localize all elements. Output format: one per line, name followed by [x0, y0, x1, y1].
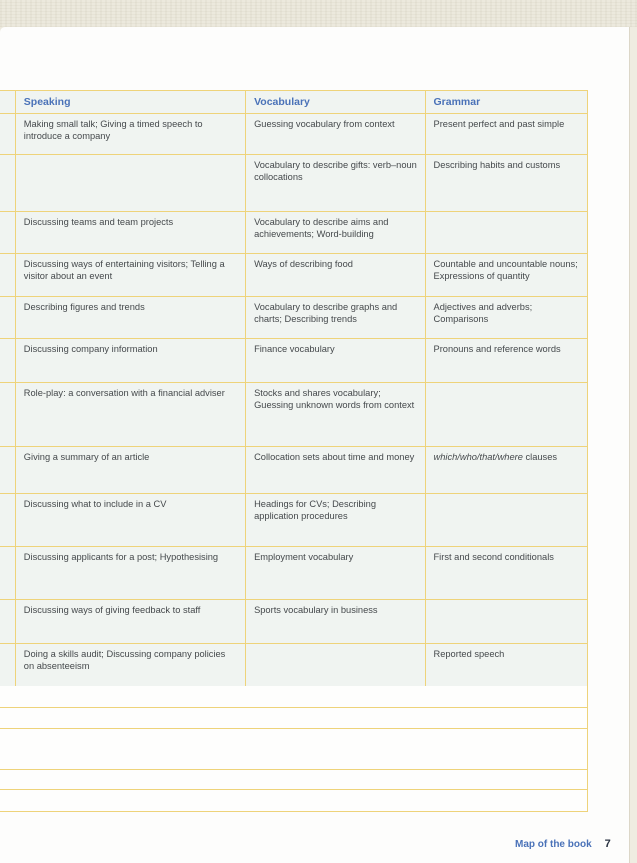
cell-speaking: Discussing teams and team projects	[15, 212, 245, 253]
column-header-vocabulary: Vocabulary	[245, 91, 424, 113]
cell-grammar	[425, 447, 588, 493]
cell-speaking: Discussing company information	[15, 339, 245, 382]
cell-grammar: Describing habits and customs	[425, 155, 588, 211]
cell-grammar: Present perfect and past simple	[425, 114, 588, 154]
table-row	[0, 113, 587, 154]
empty-row	[0, 686, 587, 708]
empty-row	[0, 790, 587, 812]
cell-vocabulary: Vocabulary to describe graphs and charts; Describing trends	[245, 297, 424, 338]
cell-speaking: Doing a skills audit; Discussing company policies on absenteeism	[15, 644, 245, 686]
cell-grammar	[425, 600, 588, 643]
cell-vocabulary: Headings for CVs; Describing application procedures	[245, 494, 424, 546]
cell-cropped	[0, 447, 15, 493]
cell-vocabulary: Vocabulary to describe aims and achievements; Word-building	[245, 212, 424, 253]
lower-empty-table	[0, 686, 588, 812]
cell-grammar: Pronouns and reference words	[425, 339, 588, 382]
cell-cropped	[0, 644, 15, 686]
table-row	[0, 643, 587, 686]
cell-cropped	[0, 297, 15, 338]
map-of-the-book-table	[0, 90, 588, 687]
cell-grammar: Reported speech	[425, 644, 588, 686]
table-header-row	[0, 91, 587, 113]
cell-speaking: Role-play: a conversation with a financial adviser	[15, 383, 245, 446]
cell-grammar: First and second conditionals	[425, 547, 588, 599]
cell-vocabulary: Employment vocabulary	[245, 547, 424, 599]
column-header-speaking: Speaking	[15, 91, 245, 113]
cell-cropped	[0, 212, 15, 253]
cell-cropped	[0, 254, 15, 296]
table-row	[0, 382, 587, 446]
table-row	[0, 253, 587, 296]
cell-vocabulary: Stocks and shares vocabulary; Guessing unknown words from context	[245, 383, 424, 446]
cell-grammar	[425, 494, 588, 546]
cell-cropped	[0, 339, 15, 382]
cell-cropped	[0, 383, 15, 446]
cell-cropped	[0, 547, 15, 599]
cell-vocabulary: Collocation sets about time and money	[245, 447, 424, 493]
table-row	[0, 338, 587, 382]
scan-background-top	[0, 0, 637, 27]
cell-vocabulary: Sports vocabulary in business	[245, 600, 424, 643]
cell-vocabulary: Vocabulary to describe gifts: verb–noun collocations	[245, 155, 424, 211]
table-row	[0, 296, 587, 338]
cell-cropped	[0, 600, 15, 643]
table-row	[0, 599, 587, 643]
cell-speaking: Describing figures and trends	[15, 297, 245, 338]
table-row	[0, 211, 587, 253]
column-header-cropped	[0, 91, 15, 113]
cell-speaking: Discussing ways of giving feedback to staff	[15, 600, 245, 643]
cell-vocabulary: Guessing vocabulary from context	[245, 114, 424, 154]
cell-speaking: Discussing ways of entertaining visitors; Telling a visitor about an event	[15, 254, 245, 296]
cell-cropped	[0, 494, 15, 546]
empty-row	[0, 729, 587, 770]
page-footer	[515, 838, 611, 850]
cell-vocabulary: Ways of describing food	[245, 254, 424, 296]
table-row	[0, 446, 587, 493]
cell-speaking: Discussing applicants for a post; Hypothesising	[15, 547, 245, 599]
cell-grammar: Countable and uncountable nouns; Expressions of quantity	[425, 254, 588, 296]
table-row	[0, 546, 587, 599]
cell-speaking: Giving a summary of an article	[15, 447, 245, 493]
cell-grammar	[425, 212, 588, 253]
footer-section-title: Map of the book	[515, 839, 592, 850]
cell-cropped	[0, 155, 15, 211]
table-row	[0, 493, 587, 546]
cell-cropped	[0, 114, 15, 154]
column-header-grammar: Grammar	[425, 91, 588, 113]
cell-vocabulary: Finance vocabulary	[245, 339, 424, 382]
cell-speaking	[15, 155, 245, 211]
cell-speaking: Making small talk; Giving a timed speech to introduce a company	[15, 114, 245, 154]
empty-row	[0, 708, 587, 729]
page-sheet	[0, 27, 630, 863]
grammar-italic-term: which/who/that/where	[433, 452, 523, 462]
cell-grammar: Adjectives and adverbs; Comparisons	[425, 297, 588, 338]
scan-background-right	[630, 27, 637, 863]
cell-grammar	[425, 383, 588, 446]
cell-speaking: Discussing what to include in a CV	[15, 494, 245, 546]
cell-vocabulary	[245, 644, 424, 686]
page-number: 7	[604, 838, 611, 850]
grammar-rest: clauses	[522, 452, 558, 462]
empty-row	[0, 770, 587, 790]
table-row	[0, 154, 587, 211]
